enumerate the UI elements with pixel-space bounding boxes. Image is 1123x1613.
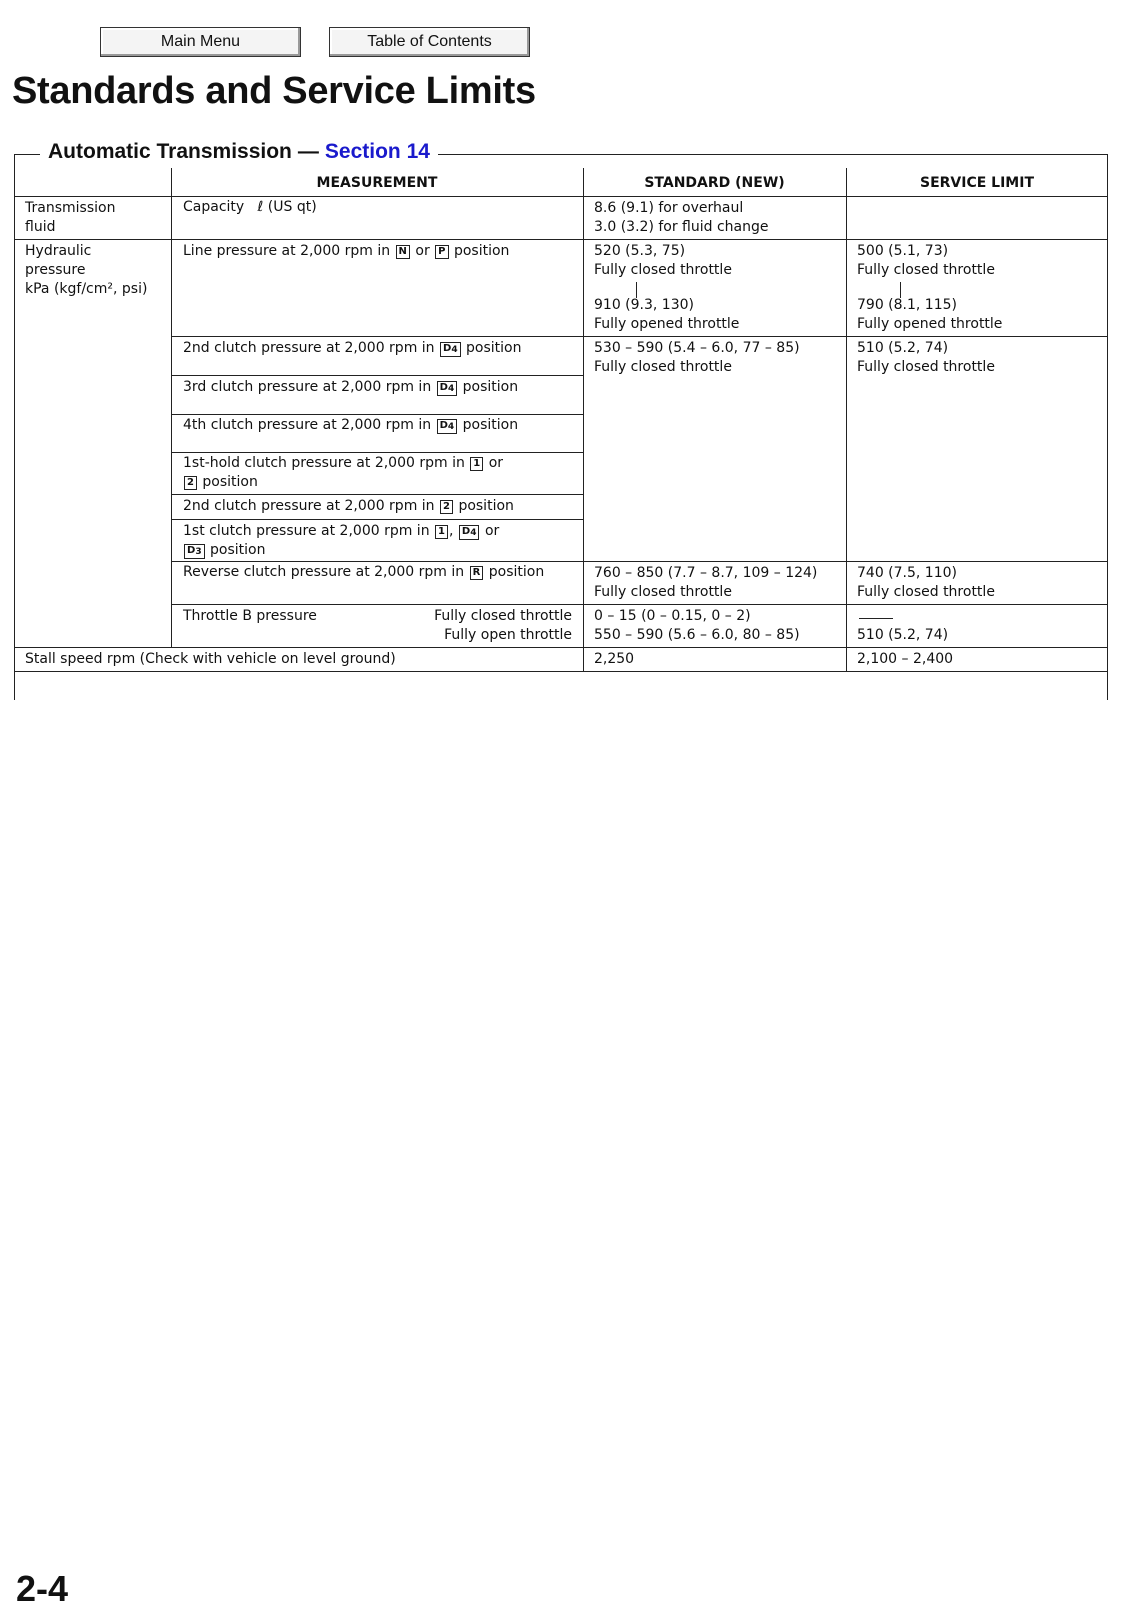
second-clutch-2-text: 2nd clutch pressure at 2,000 rpm in [183,498,435,514]
stall-speed-standard: 2,250 [594,651,635,667]
first-clutch-measurement: 1st clutch pressure at 2,000 rpm in 1 , D4 or D3 position [183,523,500,558]
throttle-b-conditions [429,607,572,645]
position-d3-key [184,544,205,559]
first-clutch-or: or [484,523,500,539]
position-d4-key [437,381,458,396]
fluid-group-line2: fluid [25,219,56,235]
line-pressure-limit-open [857,296,1002,334]
line-std-closed-value: 520 (5.3, 75) [594,243,686,259]
stall-speed-label: Stall speed rpm (Check with vehicle on level ground) [25,651,396,667]
reverse-std-value: 760 – 850 (7.7 – 8.7, 109 – 124) [594,565,818,581]
first-clutch-text: 1st clutch pressure at 2,000 rpm in [183,523,430,539]
throttle-b-label: Throttle B pressure [183,608,317,624]
position-1-key: 1 [470,457,483,471]
rule-left [14,176,15,671]
throttle-b-lim-closed-dash [859,618,893,619]
rule-third-d4-bottom [171,414,583,415]
rule-second-2-bottom [171,519,583,520]
second-clutch-d4-position: position [466,340,522,356]
hydraulic-group-line3: kPa (kgf/cm², psi) [25,281,148,297]
page-number: 2-4 [16,1568,69,1609]
fourth-clutch-d4-text: 4th clutch pressure at 2,000 rpm in [183,417,432,433]
header-measurement: MEASUREMENT [316,175,438,191]
line-pressure-position: position [453,243,510,259]
second-clutch-d4-text: 2nd clutch pressure at 2,000 rpm in [183,340,435,356]
section-dash: — [297,140,319,163]
rule-line-pressure-bottom [171,336,1108,337]
fluid-std-overhaul: 8.6 (9.1) for overhaul [594,200,744,216]
key-d-sub: 4 [447,384,455,394]
section-heading [40,140,438,164]
line-lim-closed-value: 500 (5.1, 73) [857,243,949,259]
hydraulic-group-line1: Hydraulic [25,243,92,259]
line-std-closed-label: Fully closed throttle [594,262,732,278]
header-standard: STANDARD (NEW) [644,175,785,191]
line-pressure-measurement [183,242,509,261]
key-d-letter: D [187,545,196,556]
rule-header-bottom [14,196,1108,197]
second-clutch-2-measurement [183,497,514,516]
page-title: Standards and Service Limits [12,70,536,112]
reverse-lim-label: Fully closed throttle [857,584,995,600]
hydraulic-group-label [25,242,147,299]
first-hold-clutch-measurement [183,454,503,492]
throttle-b-std-open: 550 – 590 (5.6 – 6.0, 80 – 85) [594,627,800,643]
rule-col-standard [583,168,584,671]
rule-table-bottom [14,671,1108,672]
first-hold-position: position [202,474,258,490]
line-lim-open-label: Fully opened throttle [857,316,1003,332]
key-d-sub: 4 [451,345,458,355]
position-2-key: 2 [184,476,197,490]
first-hold-or: or [488,455,504,471]
reverse-clutch-measurement [183,563,544,582]
third-clutch-d4-text: 3rd clutch pressure at 2,000 rpm in [183,379,432,395]
rule-first-bottom [171,561,1108,562]
reverse-standard [594,564,817,602]
line-pressure-or: or [415,243,430,259]
key-d-sub: 3 [195,547,202,557]
clutch-limit [857,339,995,377]
section-name: Automatic Transmission [48,140,292,163]
reverse-lim-value: 740 (7.5, 110) [857,565,957,581]
fluid-group-label [25,199,115,237]
fluid-group-line1: Transmission [25,200,116,216]
rule-right [1107,176,1108,671]
section-link-number: 14 [406,140,430,163]
fluid-std-change: 3.0 (3.2) for fluid change [594,219,769,235]
fluid-standard [594,199,769,237]
table-of-contents-button[interactable]: Table of Contents [329,27,530,57]
position-r-key: R [470,566,484,580]
capacity-unit: ℓ (US qt) [257,199,317,215]
specs-table [14,176,1108,700]
third-clutch-d4-position: position [462,379,519,395]
line-lim-open-value: 790 (8.1, 115) [857,297,957,313]
key-d-letter: D [443,343,452,354]
line-lim-closed-label: Fully closed throttle [857,262,995,278]
throttle-b-lim-open: 510 (5.2, 74) [857,627,949,643]
second-clutch-d4-measurement [183,339,522,358]
throttle-b-closed-label: Fully closed throttle [434,608,572,624]
clutch-lim-value: 510 (5.2, 74) [857,340,949,356]
rule-throttle-b-bottom [14,647,1108,648]
position-d4-key [459,525,480,540]
rule-col-limit [846,168,847,671]
clutch-std-value: 530 – 590 (5.4 – 6.0, 77 – 85) [594,340,800,356]
reverse-std-label: Fully closed throttle [594,584,732,600]
position-2-key: 2 [440,500,453,514]
line-pressure-standard-open [594,296,739,334]
rule-second-d4-bottom [171,375,583,376]
position-d4-key [440,342,461,357]
key-d-sub: 4 [447,422,455,432]
throttle-b-open-label: Fully open throttle [444,627,572,643]
line-std-open-label: Fully opened throttle [594,316,740,332]
position-d4-key [437,419,458,434]
throttle-b-standard [594,607,800,645]
throttle-b-std-closed: 0 – 15 (0 – 0.15, 0 – 2) [594,608,751,624]
rule-reverse-bottom [171,604,1108,605]
reverse-limit [857,564,995,602]
header-service-limit: SERVICE LIMIT [919,175,1034,191]
key-d-sub: 4 [470,528,477,538]
rule-first-hold-bottom [171,494,583,495]
key-d-letter: D [439,420,448,431]
clutch-std-label: Fully closed throttle [594,359,732,375]
line-pressure-standard [594,242,732,280]
position-p-key: P [435,245,448,259]
fourth-clutch-d4-position: position [462,417,519,433]
capacity-label: Capacity [183,199,245,215]
hydraulic-group-line2: pressure [25,262,86,278]
clutch-lim-label: Fully closed throttle [857,359,995,375]
first-clutch-position: position [210,542,266,558]
rule-fluid-bottom [14,239,1108,240]
section-link-label: Section [324,140,401,163]
line-std-open-value: 910 (9.3, 130) [594,297,694,313]
position-n-key: N [396,245,410,259]
reverse-clutch-position: position [488,564,545,580]
rule-col-measurement [171,168,172,647]
fluid-capacity [183,198,317,217]
line-pressure-text: Line pressure at 2,000 rpm in [183,243,391,259]
clutch-standard [594,339,800,377]
stall-speed-limit: 2,100 – 2,400 [857,651,954,667]
rule-fourth-d4-bottom [171,452,583,453]
main-menu-button[interactable]: Main Menu [100,27,301,57]
key-d-letter: D [439,382,448,393]
position-1-key: 1 [435,525,448,539]
section-link[interactable] [325,140,430,164]
first-hold-clutch-text: 1st-hold clutch pressure at 2,000 rpm in [183,455,465,471]
fourth-clutch-d4-measurement [183,416,518,435]
third-clutch-d4-measurement [183,378,518,397]
second-clutch-2-position: position [458,498,514,514]
reverse-clutch-text: Reverse clutch pressure at 2,000 rpm in [183,564,465,580]
line-pressure-limit [857,242,995,280]
key-d-letter: D [461,526,471,537]
